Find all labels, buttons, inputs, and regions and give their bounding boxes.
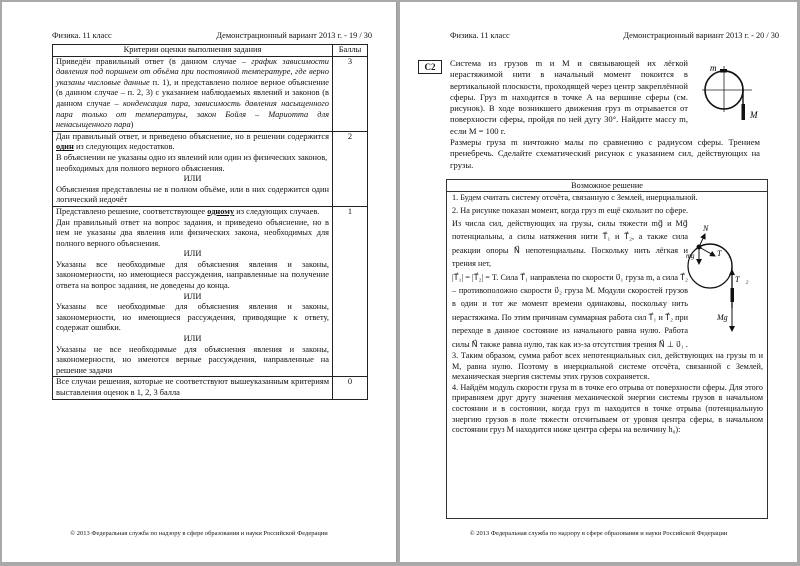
label-T1: T⃗₁	[717, 249, 731, 258]
header-subject: Физика. 11 класс	[52, 31, 112, 40]
text: Представлено решение, соответствующее	[56, 206, 208, 216]
label-M: M	[750, 110, 758, 120]
copyright-footer: © 2013 Федеральная служба по надзору в сфере образования и науки Российской Федерации	[70, 530, 328, 537]
criteria-cell	[53, 56, 333, 131]
text: Объяснения представлены не в полном объёме, или в них содержится один логический недочёт	[56, 184, 329, 205]
table-row	[53, 56, 368, 131]
italic-text: конденсация пара, зависимость давления насыщенного пара только от температуры, закон Бойля – Мариотта для ненасыщенного пара	[56, 98, 329, 130]
solution-box	[446, 179, 768, 519]
task-text: Система из грузов m и M и связывающей их лёгкой нерастяжимой нити в начальный момент покоится в вертикальной плоскости, проходящей через центр закреплённой сферы. Груз m находится в точке A на вершине сферы (см. рисунок). В ходе возникшего движения груз m отрывается от поверхности сферы, пройдя по ней дугу 30°. Найдите массу m, если M = 100 г.	[450, 58, 688, 136]
solution-step-2: 2. На рисунке показан момент, когда груз m ещё скользит по сфере. Из числа сил, действующих на грузы, силы тяжести mg⃗ и Mg⃗ потенциальны, а силы натяжения нити T⃗₁ и T⃗₂, а также сила реакции опоры N⃗ непотенциальны. Поскольку нить лёгкая и трения нет,	[452, 205, 688, 269]
text: Дан правильный ответ на вопрос задания, и приведено объяснение, но в нем не указаны два явления или физических закона, необходимых для полного верного объяснения.	[56, 217, 329, 248]
text: Указаны все необходимые для объяснения явления и законы, закономерности, но имеющиеся рассуждения, направленные на получение ответа на вопрос задания, не доведены до конца.	[56, 259, 329, 291]
label-mg: mg⃗	[686, 252, 700, 260]
criteria-cell	[53, 131, 333, 206]
or-separator: ИЛИ	[183, 334, 202, 344]
force-diagram	[675, 216, 765, 366]
solution-step-2-cont: |T⃗₁| = |T⃗₂| = T. Сила T⃗₁ направлена по скорости υ⃗₁ груза m, а сила T⃗₂ – противоположно скорости υ⃗₂ груза M. Модули скоростей грузов в один и тот же момент времени одинаковы, поскольку нить нерастяжима. По этим причинам суммарная работа сил T⃗₁ и T⃗₂ при переходе в данное состояние из начального равна нулю. Работа силы N⃗ также равна нулю, так как из-за отсутствия трения N⃗ ⊥ υ⃗₁ .	[452, 272, 688, 349]
or-separator: ИЛИ	[183, 291, 202, 301]
solution-title: Возможное решение	[447, 180, 767, 192]
copyright-footer: © 2013 Федеральная служба по надзору в сфере образования и науки Российской Федерации	[469, 530, 728, 537]
task-conditions: Размеры груза m ничтожно малы по сравнению с радиусом сферы. Трением пренебречь. Сделайте схематический рисунок с указанием сил, действующих на грузы.	[450, 137, 760, 170]
solution-step-4: 4. Найдём модуль скорости груза m в точке его отрыва от поверхности сферы. Для этого приравняем друг другу значения механической энергии системы грузов в начальном состоянии и в состоянии, когда груз m находится в точке отрыва (потенциальную энергию грузов в поле тяжести отсчитываем от уровня центра сферы, в начальном состоянии груз M находится ниже центра сферы на величину h₀):	[452, 382, 763, 435]
points-cell: 3	[333, 56, 368, 131]
or-separator: ИЛИ	[183, 174, 202, 184]
label-N: N⃗	[703, 224, 715, 233]
text: из следующих случаев.	[234, 206, 320, 216]
criteria-cell: Все случаи решения, которые не соответствуют вышеуказанным критериям выставления оценок в 1, 2, 3 балла	[53, 377, 333, 399]
header-page-number: Демонстрационный вариант 2013 г. - 19 / 30	[216, 31, 372, 40]
load-M	[742, 104, 746, 120]
text: п. 1), и представлено полное верное объяснение (в данном случае – п. 2, 3) с указанием наблюдаемых явлений и законов (в данном случае –	[56, 77, 329, 108]
emphasis-text: одному	[207, 206, 235, 216]
criteria-table	[52, 44, 368, 400]
or-separator: ИЛИ	[183, 249, 202, 259]
header-page-number: Демонстрационный вариант 2013 г. - 20 / 30	[623, 31, 779, 40]
load-M	[731, 288, 735, 302]
label-m: m	[710, 63, 717, 73]
italic-text: график зависимости давления под поршнем от объёма при постоянной температуре, где верно указаны числовые данные	[56, 56, 329, 87]
text: Указаны все необходимые для объяснения явления и законы, закономерности, но имеющиеся рассуждения, приводящие к ответу, содержат ошибки.	[56, 302, 329, 333]
text: из следующих недостатков.	[73, 142, 175, 152]
header-subject: Физика. 11 класс	[450, 31, 510, 40]
emphasis-text: один	[56, 142, 74, 152]
text: В объяснении не указаны одно из явлений или один из физических законов, необходимых для полного верного объяснения.	[56, 152, 328, 173]
points-cell: 2	[333, 131, 368, 206]
criteria-cell	[53, 206, 333, 377]
load-m	[720, 69, 727, 73]
task-label: C2	[418, 60, 442, 74]
solution-step-1: 1. Будем считать систему отсчёта, связанную с Землей, инерциальной.	[452, 193, 698, 202]
table-header-row	[53, 45, 368, 57]
table-row	[53, 206, 368, 377]
label-Mg: Mg⃗	[717, 313, 734, 322]
solution-step-3: 3. Таким образом, сумма работ всех непотенциальных сил, действующих на грузы m и M, равна нулю. Поэтому в инерциальной системе отсчёта, связанной с Землей, механическая энергия системы этих грузов сохраняется.	[452, 351, 763, 382]
label-T2: T⃗₂	[735, 275, 749, 284]
text: )	[130, 120, 134, 130]
page-19	[2, 2, 397, 562]
text: Дан правильный ответ, и приведено объяснение, но в решении содержится	[56, 131, 329, 141]
col-criteria: Критерии оценки выполнения задания	[53, 45, 333, 57]
points-cell: 1	[333, 206, 368, 377]
table-row	[53, 131, 368, 206]
sphere-figure	[702, 60, 772, 126]
force-T1-arrow	[699, 247, 715, 256]
text: Приведён правильный ответ (в данном случае –	[56, 56, 252, 66]
col-points: Баллы	[333, 45, 368, 57]
points-cell: 0	[333, 377, 368, 399]
table-row	[53, 377, 368, 399]
text: Указаны не все необходимые для объяснения явления и законы, закономерности, но имеются верные рассуждения, направленные на решение задачи	[56, 344, 329, 375]
page-20	[400, 2, 797, 562]
